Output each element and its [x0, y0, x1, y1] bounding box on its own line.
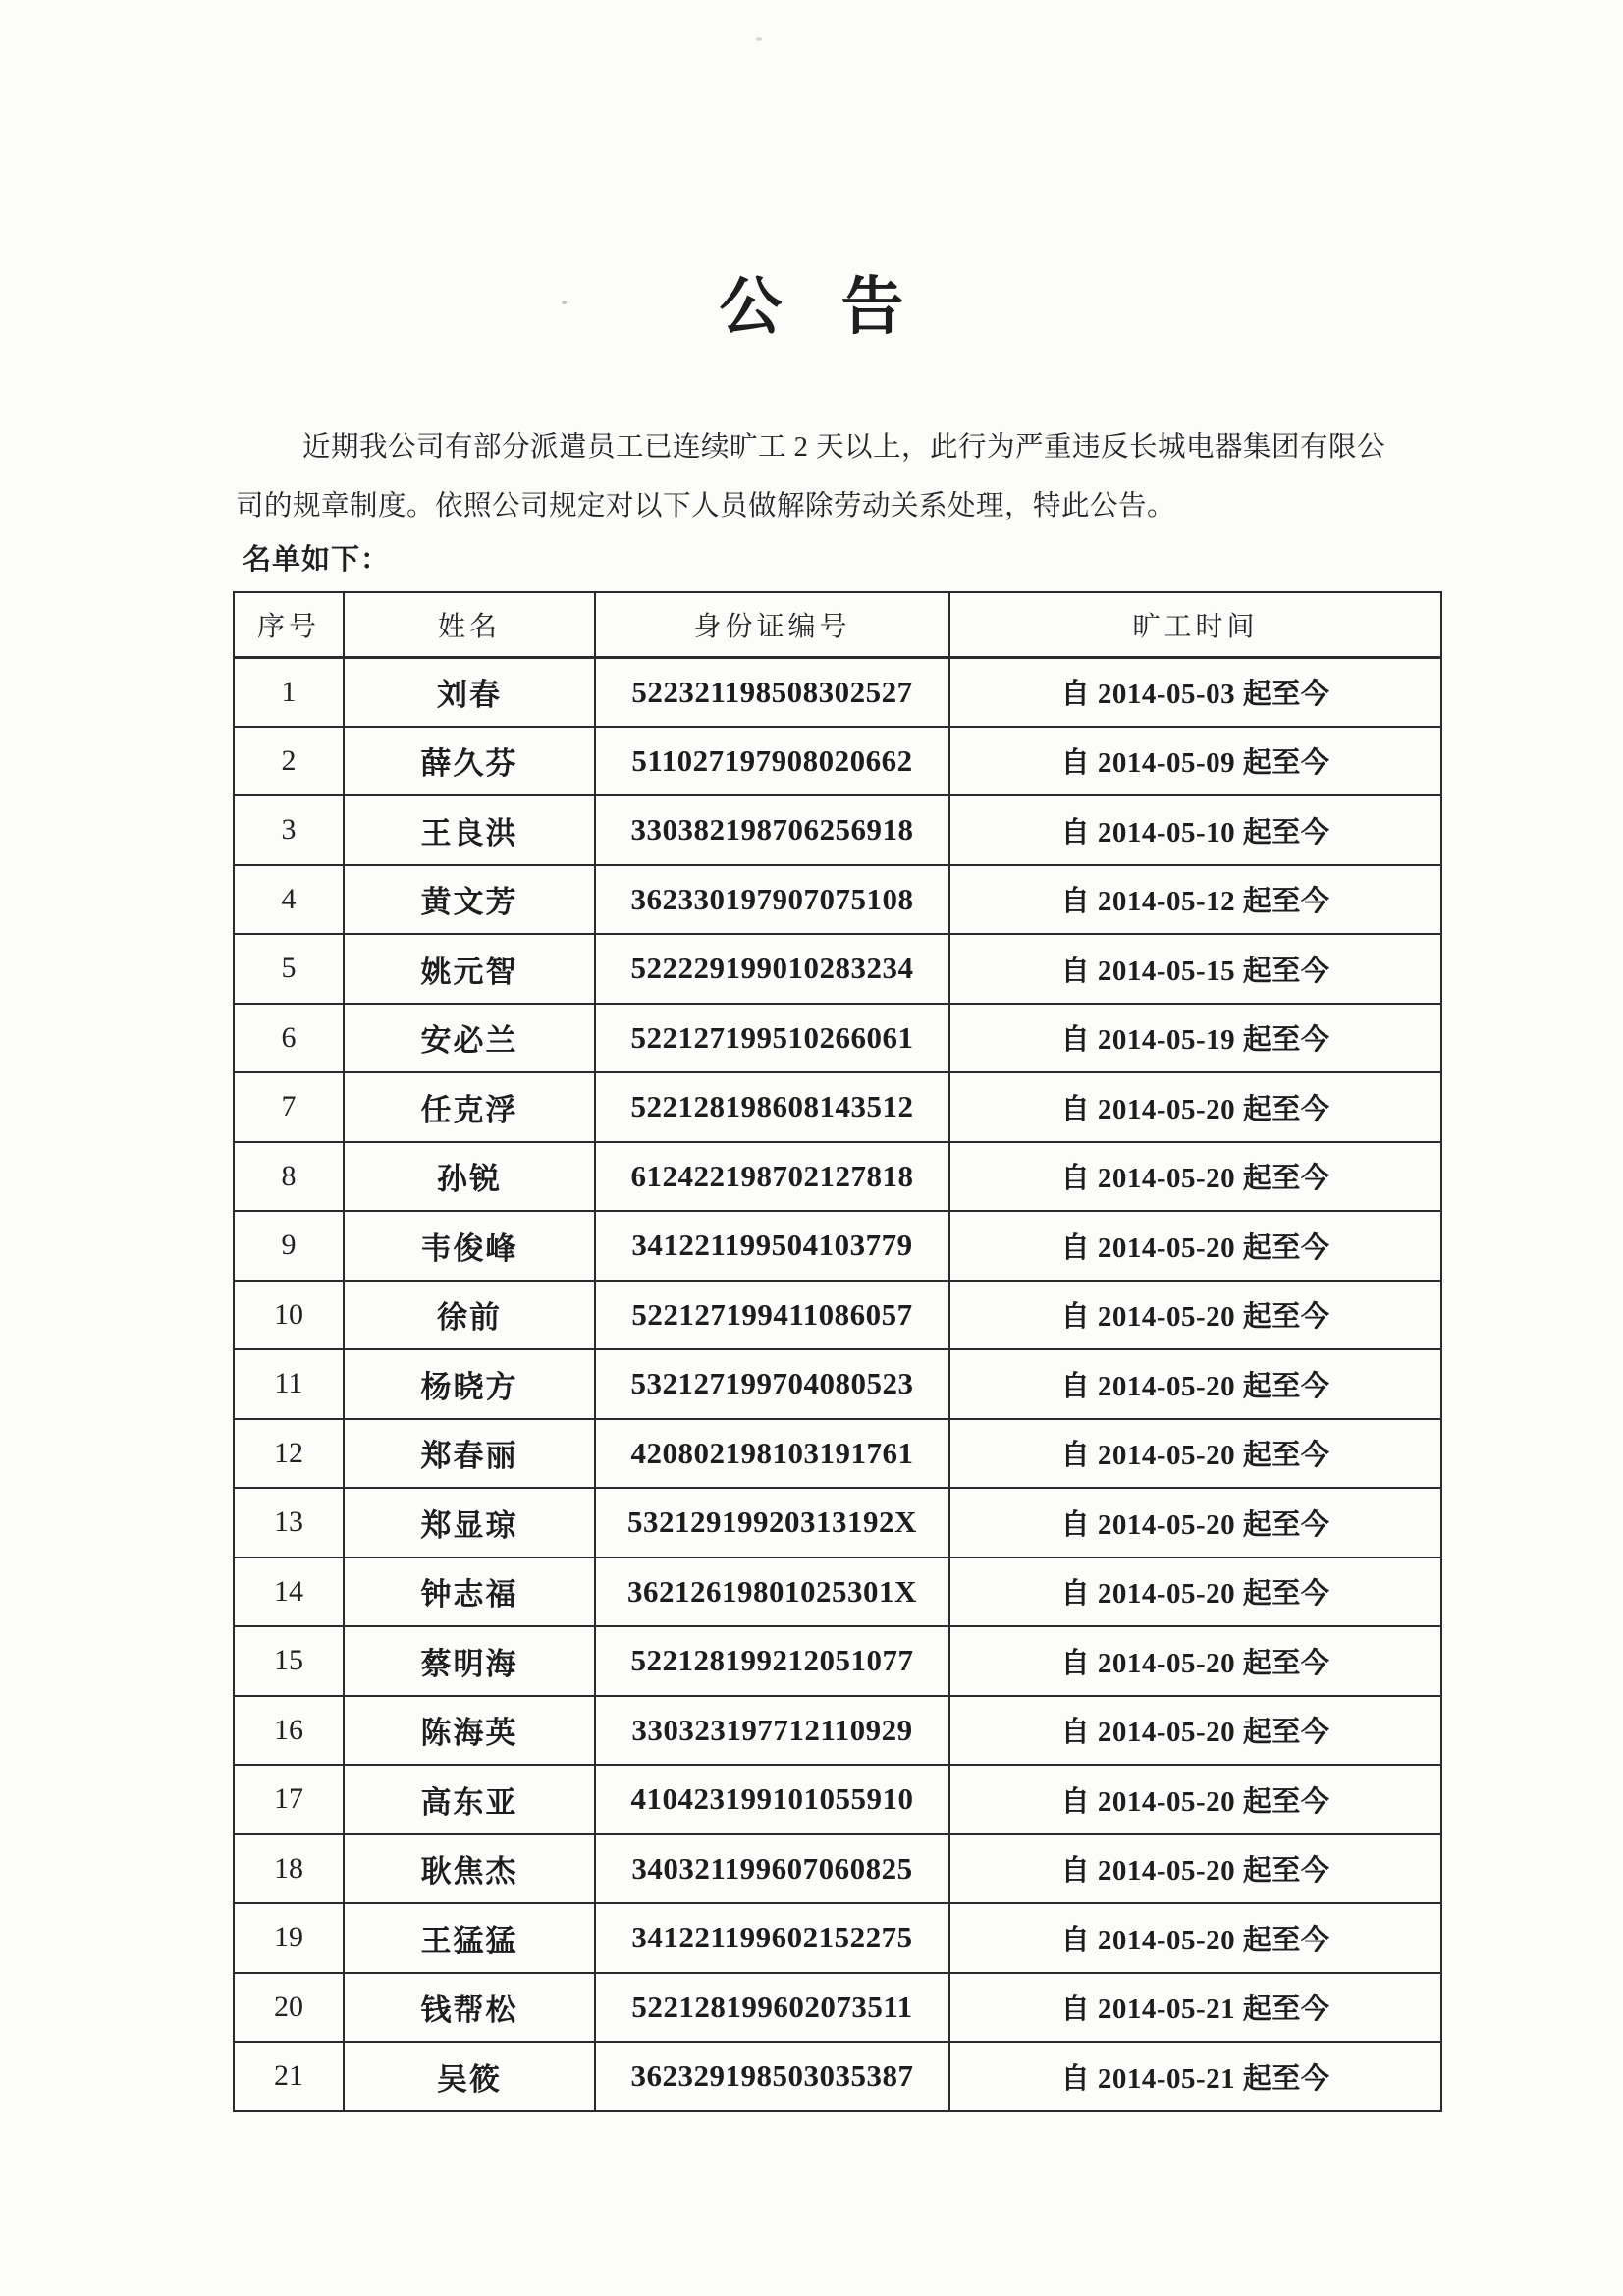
- table-header-row: [234, 592, 1441, 657]
- table-row: [234, 657, 1441, 727]
- cell-employee-name: 徐前: [344, 1281, 595, 1350]
- cell-id-number: 522128198608143512: [595, 1072, 949, 1142]
- cell-employee-name: 任克浮: [344, 1072, 595, 1142]
- cell-employee-name: 郑春丽: [344, 1419, 595, 1489]
- table-row: [234, 1211, 1441, 1281]
- cell-employee-name: 蔡明海: [344, 1626, 595, 1696]
- cell-employee-name: 钱帮松: [344, 1973, 595, 2043]
- table-row: [234, 1349, 1441, 1419]
- cell-serial-number: 14: [234, 1558, 344, 1627]
- cell-employee-name: 陈海英: [344, 1696, 595, 1766]
- table-row: [234, 1488, 1441, 1558]
- cell-id-number: 522128199212051077: [595, 1626, 949, 1696]
- cell-absence-period: 自 2014-05-20 起至今: [949, 1903, 1441, 1973]
- cell-id-number: 330382198706256918: [595, 795, 949, 865]
- cell-employee-name: 杨晓方: [344, 1349, 595, 1419]
- cell-serial-number: 20: [234, 1973, 344, 2043]
- cell-serial-number: 19: [234, 1903, 344, 1973]
- cell-id-number: 612422198702127818: [595, 1142, 949, 1212]
- cell-serial-number: 1: [234, 657, 344, 727]
- paragraph-line-1: 近期我公司有部分派遣员工已连续旷工 2 天以上，此行为严重违反长城电器集团有限公: [302, 432, 1386, 463]
- cell-absence-period: 自 2014-05-20 起至今: [949, 1349, 1441, 1419]
- cell-id-number: 532127199704080523: [595, 1349, 949, 1419]
- cell-serial-number: 5: [234, 934, 344, 1004]
- table-row: [234, 2042, 1441, 2111]
- cell-employee-name: 郑显琼: [344, 1488, 595, 1558]
- table-row: [234, 1558, 1441, 1627]
- cell-absence-period: 自 2014-05-20 起至今: [949, 1072, 1441, 1142]
- table-row: [234, 1004, 1441, 1073]
- cell-absence-period: 自 2014-05-12 起至今: [949, 865, 1441, 935]
- cell-employee-name: 王猛猛: [344, 1903, 595, 1973]
- cell-absence-period: 自 2014-05-10 起至今: [949, 795, 1441, 865]
- cell-id-number: 511027197908020662: [595, 727, 949, 796]
- cell-employee-name: 黄文芳: [344, 865, 595, 935]
- cell-employee-name: 钟志福: [344, 1558, 595, 1627]
- cell-absence-period: 自 2014-05-20 起至今: [949, 1419, 1441, 1489]
- table-row: [234, 1626, 1441, 1696]
- cell-id-number: 36212619801025301X: [595, 1558, 949, 1627]
- cell-absence-period: 自 2014-05-09 起至今: [949, 727, 1441, 796]
- cell-id-number: 410423199101055910: [595, 1765, 949, 1834]
- cell-serial-number: 4: [234, 865, 344, 935]
- cell-absence-period: 自 2014-05-20 起至今: [949, 1626, 1441, 1696]
- header-serial-number: 序号: [234, 592, 344, 657]
- cell-employee-name: 薛久芬: [344, 727, 595, 796]
- cell-serial-number: 13: [234, 1488, 344, 1558]
- cell-employee-name: 安必兰: [344, 1004, 595, 1073]
- cell-serial-number: 18: [234, 1834, 344, 1904]
- cell-id-number: 341221199602152275: [595, 1903, 949, 1973]
- table-row: [234, 1765, 1441, 1834]
- cell-absence-period: 自 2014-05-20 起至今: [949, 1834, 1441, 1904]
- cell-absence-period: 自 2014-05-21 起至今: [949, 1973, 1441, 2043]
- table-row: [234, 934, 1441, 1004]
- table-row: [234, 1973, 1441, 2043]
- table-row: [234, 1696, 1441, 1766]
- header-id-number: 身份证编号: [595, 592, 949, 657]
- cell-employee-name: 高东亚: [344, 1765, 595, 1834]
- cell-absence-period: 自 2014-05-20 起至今: [949, 1142, 1441, 1212]
- cell-absence-period: 自 2014-05-20 起至今: [949, 1696, 1441, 1766]
- notice-title: 公 告: [719, 272, 904, 342]
- table-row: [234, 1903, 1441, 1973]
- cell-serial-number: 21: [234, 2042, 344, 2111]
- cell-serial-number: 11: [234, 1349, 344, 1419]
- cell-id-number: 420802198103191761: [595, 1419, 949, 1489]
- table-row: [234, 1142, 1441, 1212]
- cell-absence-period: 自 2014-05-20 起至今: [949, 1281, 1441, 1350]
- notice-body-paragraph: [236, 418, 1448, 536]
- cell-serial-number: 10: [234, 1281, 344, 1350]
- cell-serial-number: 8: [234, 1142, 344, 1212]
- cell-id-number: 53212919920313192X: [595, 1488, 949, 1558]
- cell-serial-number: 17: [234, 1765, 344, 1834]
- cell-id-number: 330323197712110929: [595, 1696, 949, 1766]
- cell-absence-period: 自 2014-05-20 起至今: [949, 1558, 1441, 1627]
- cell-serial-number: 3: [234, 795, 344, 865]
- cell-absence-period: 自 2014-05-21 起至今: [949, 2042, 1441, 2111]
- table-row: [234, 795, 1441, 865]
- cell-employee-name: 刘春: [344, 657, 595, 727]
- cell-id-number: 522321198508302527: [595, 657, 949, 727]
- cell-absence-period: 自 2014-05-19 起至今: [949, 1004, 1441, 1073]
- cell-id-number: 362330197907075108: [595, 865, 949, 935]
- cell-employee-name: 吴筱: [344, 2042, 595, 2111]
- cell-id-number: 340321199607060825: [595, 1834, 949, 1904]
- cell-serial-number: 15: [234, 1626, 344, 1696]
- scan-speck: [756, 37, 762, 41]
- cell-employee-name: 耿焦杰: [344, 1834, 595, 1904]
- list-intro-label: 名单如下：: [243, 544, 391, 575]
- cell-id-number: 341221199504103779: [595, 1211, 949, 1281]
- paragraph-line-2: 司的规章制度。依照公司规定对以下人员做解除劳动关系处理，特此公告。: [236, 491, 1176, 521]
- cell-serial-number: 9: [234, 1211, 344, 1281]
- table-row: [234, 865, 1441, 935]
- cell-absence-period: 自 2014-05-20 起至今: [949, 1765, 1441, 1834]
- cell-employee-name: 姚元智: [344, 934, 595, 1004]
- header-absence-time: 旷工时间: [949, 592, 1441, 657]
- cell-serial-number: 7: [234, 1072, 344, 1142]
- cell-id-number: 522127199411086057: [595, 1281, 949, 1350]
- cell-absence-period: 自 2014-05-20 起至今: [949, 1488, 1441, 1558]
- cell-serial-number: 2: [234, 727, 344, 796]
- header-employee-name: 姓名: [344, 592, 595, 657]
- cell-absence-period: 自 2014-05-15 起至今: [949, 934, 1441, 1004]
- cell-id-number: 522127199510266061: [595, 1004, 949, 1073]
- table-row: [234, 1281, 1441, 1350]
- cell-id-number: 522229199010283234: [595, 934, 949, 1004]
- table-row: [234, 727, 1441, 796]
- cell-employee-name: 韦俊峰: [344, 1211, 595, 1281]
- dismissal-roster-table: [233, 591, 1442, 2112]
- cell-id-number: 362329198503035387: [595, 2042, 949, 2111]
- table-row: [234, 1419, 1441, 1489]
- cell-absence-period: 自 2014-05-03 起至今: [949, 657, 1441, 727]
- table-row: [234, 1834, 1441, 1904]
- cell-serial-number: 16: [234, 1696, 344, 1766]
- cell-serial-number: 12: [234, 1419, 344, 1489]
- cell-employee-name: 孙锐: [344, 1142, 595, 1212]
- table-row: [234, 1072, 1441, 1142]
- cell-employee-name: 王良洪: [344, 795, 595, 865]
- cell-absence-period: 自 2014-05-20 起至今: [949, 1211, 1441, 1281]
- cell-serial-number: 6: [234, 1004, 344, 1073]
- cell-id-number: 522128199602073511: [595, 1973, 949, 2043]
